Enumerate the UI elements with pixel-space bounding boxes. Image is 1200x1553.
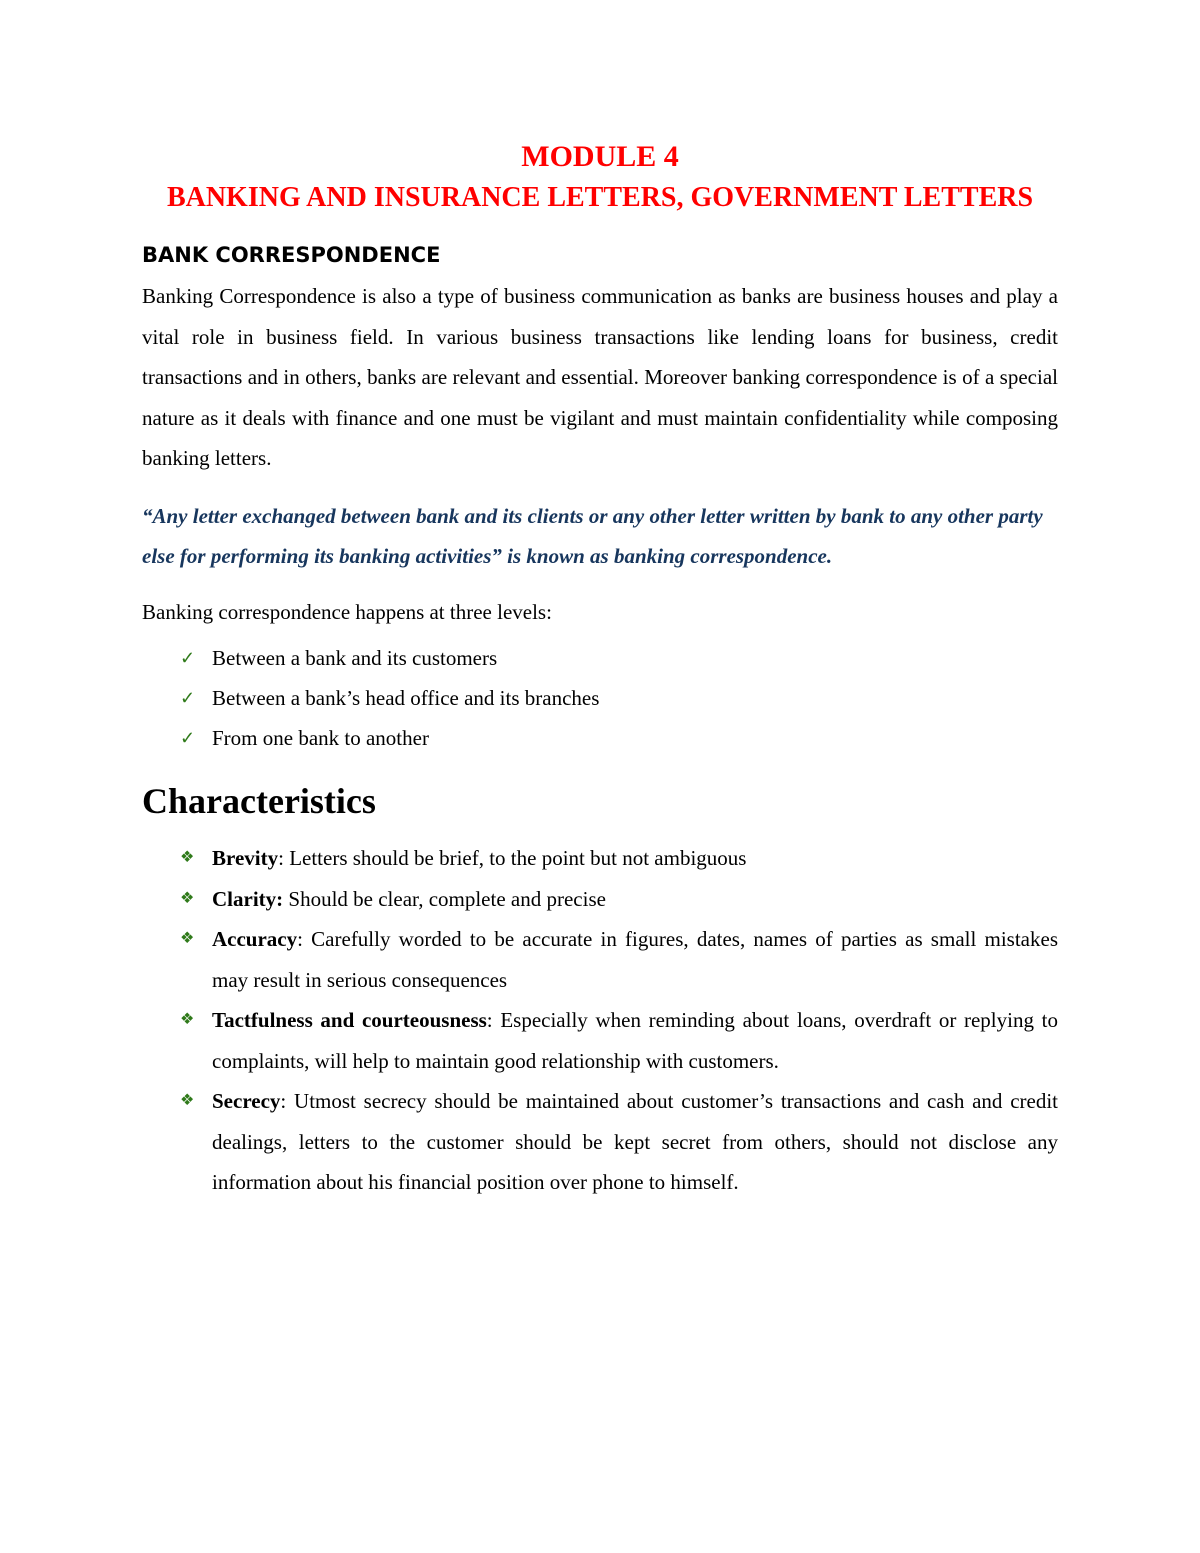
module-subtitle: BANKING AND INSURANCE LETTERS, GOVERNMENT LETTERS [166,182,1034,213]
intro-paragraph: Banking Correspondence is also a type of business communication as banks are business houses and play a vital role in business field. In various business transactions like lending loans for business, credit transactions and in others, banks are relevant and essential. Moreover banking correspondence is of a special nature as it deals with finance and one must be vigilant and must maintain confidentiality while composing banking letters. [142,284,1058,470]
item-text: Should be clear, complete and precise [288,886,606,911]
item-term: Secrecy [212,1089,281,1113]
list-item-text: From one bank to another [212,726,429,750]
check-mark-icon: ✓ [180,728,196,748]
characteristics-heading: Characteristics [142,781,376,821]
characteristics-list [180,838,1058,1203]
diamond-bullet-icon: ❖ [180,930,195,947]
item-text: Especially when reminding about loans, overdraft or replying to complaints, will help to maintain good relationship with customers. [212,1008,1058,1073]
item-text: Carefully worded to be accurate in figures, dates, names of parties as small mistakes may result in serious consequences [212,927,1058,992]
list-item-text: Between a bank’s head office and its branches [212,686,600,710]
item-text: Letters should be brief, to the point but not ambiguous [289,846,747,870]
list-item [180,1000,1058,1081]
check-mark-icon: ✓ [180,688,196,708]
item-separator: : [280,1089,295,1113]
diamond-bullet-icon: ❖ [180,849,195,866]
item-term: Clarity: [212,886,284,911]
list-item [180,638,599,678]
item-text: Utmost secrecy should be maintained about customer’s transactions and cash and credit dealings, letters to the customer should be kept secret from others, should not disclose any information about his financial position over phone to himself. [212,1089,1058,1194]
list-item [180,838,1058,879]
list-item [180,678,599,718]
item-separator: : [297,927,312,951]
list-item-text: Between a bank and its customers [212,646,498,670]
diamond-bullet-icon: ❖ [180,889,195,907]
diamond-bullet-icon: ❖ [180,1011,195,1028]
module-title: MODULE 4 [521,140,679,173]
list-item [180,718,599,758]
item-term: Tactfulness and courteousness [212,1008,487,1032]
levels-intro: Banking correspondence happens at three levels: [142,600,552,624]
section-heading: BANK CORRESPONDENCE [142,243,441,267]
item-term: Brevity [212,846,279,870]
list-item [180,879,1058,920]
list-item [180,919,1058,1000]
item-separator: : [486,1008,501,1032]
definition-quote: “Any letter exchanged between bank and its clients or any other letter written by bank to any other party else for performing its banking activities” is known as banking correspondence. [142,504,1043,568]
check-mark-icon: ✓ [180,648,196,668]
item-term: Accuracy [212,927,298,951]
list-item [180,1081,1058,1203]
item-separator: : [278,846,290,870]
levels-list [180,638,599,758]
diamond-bullet-icon: ❖ [180,1092,195,1109]
